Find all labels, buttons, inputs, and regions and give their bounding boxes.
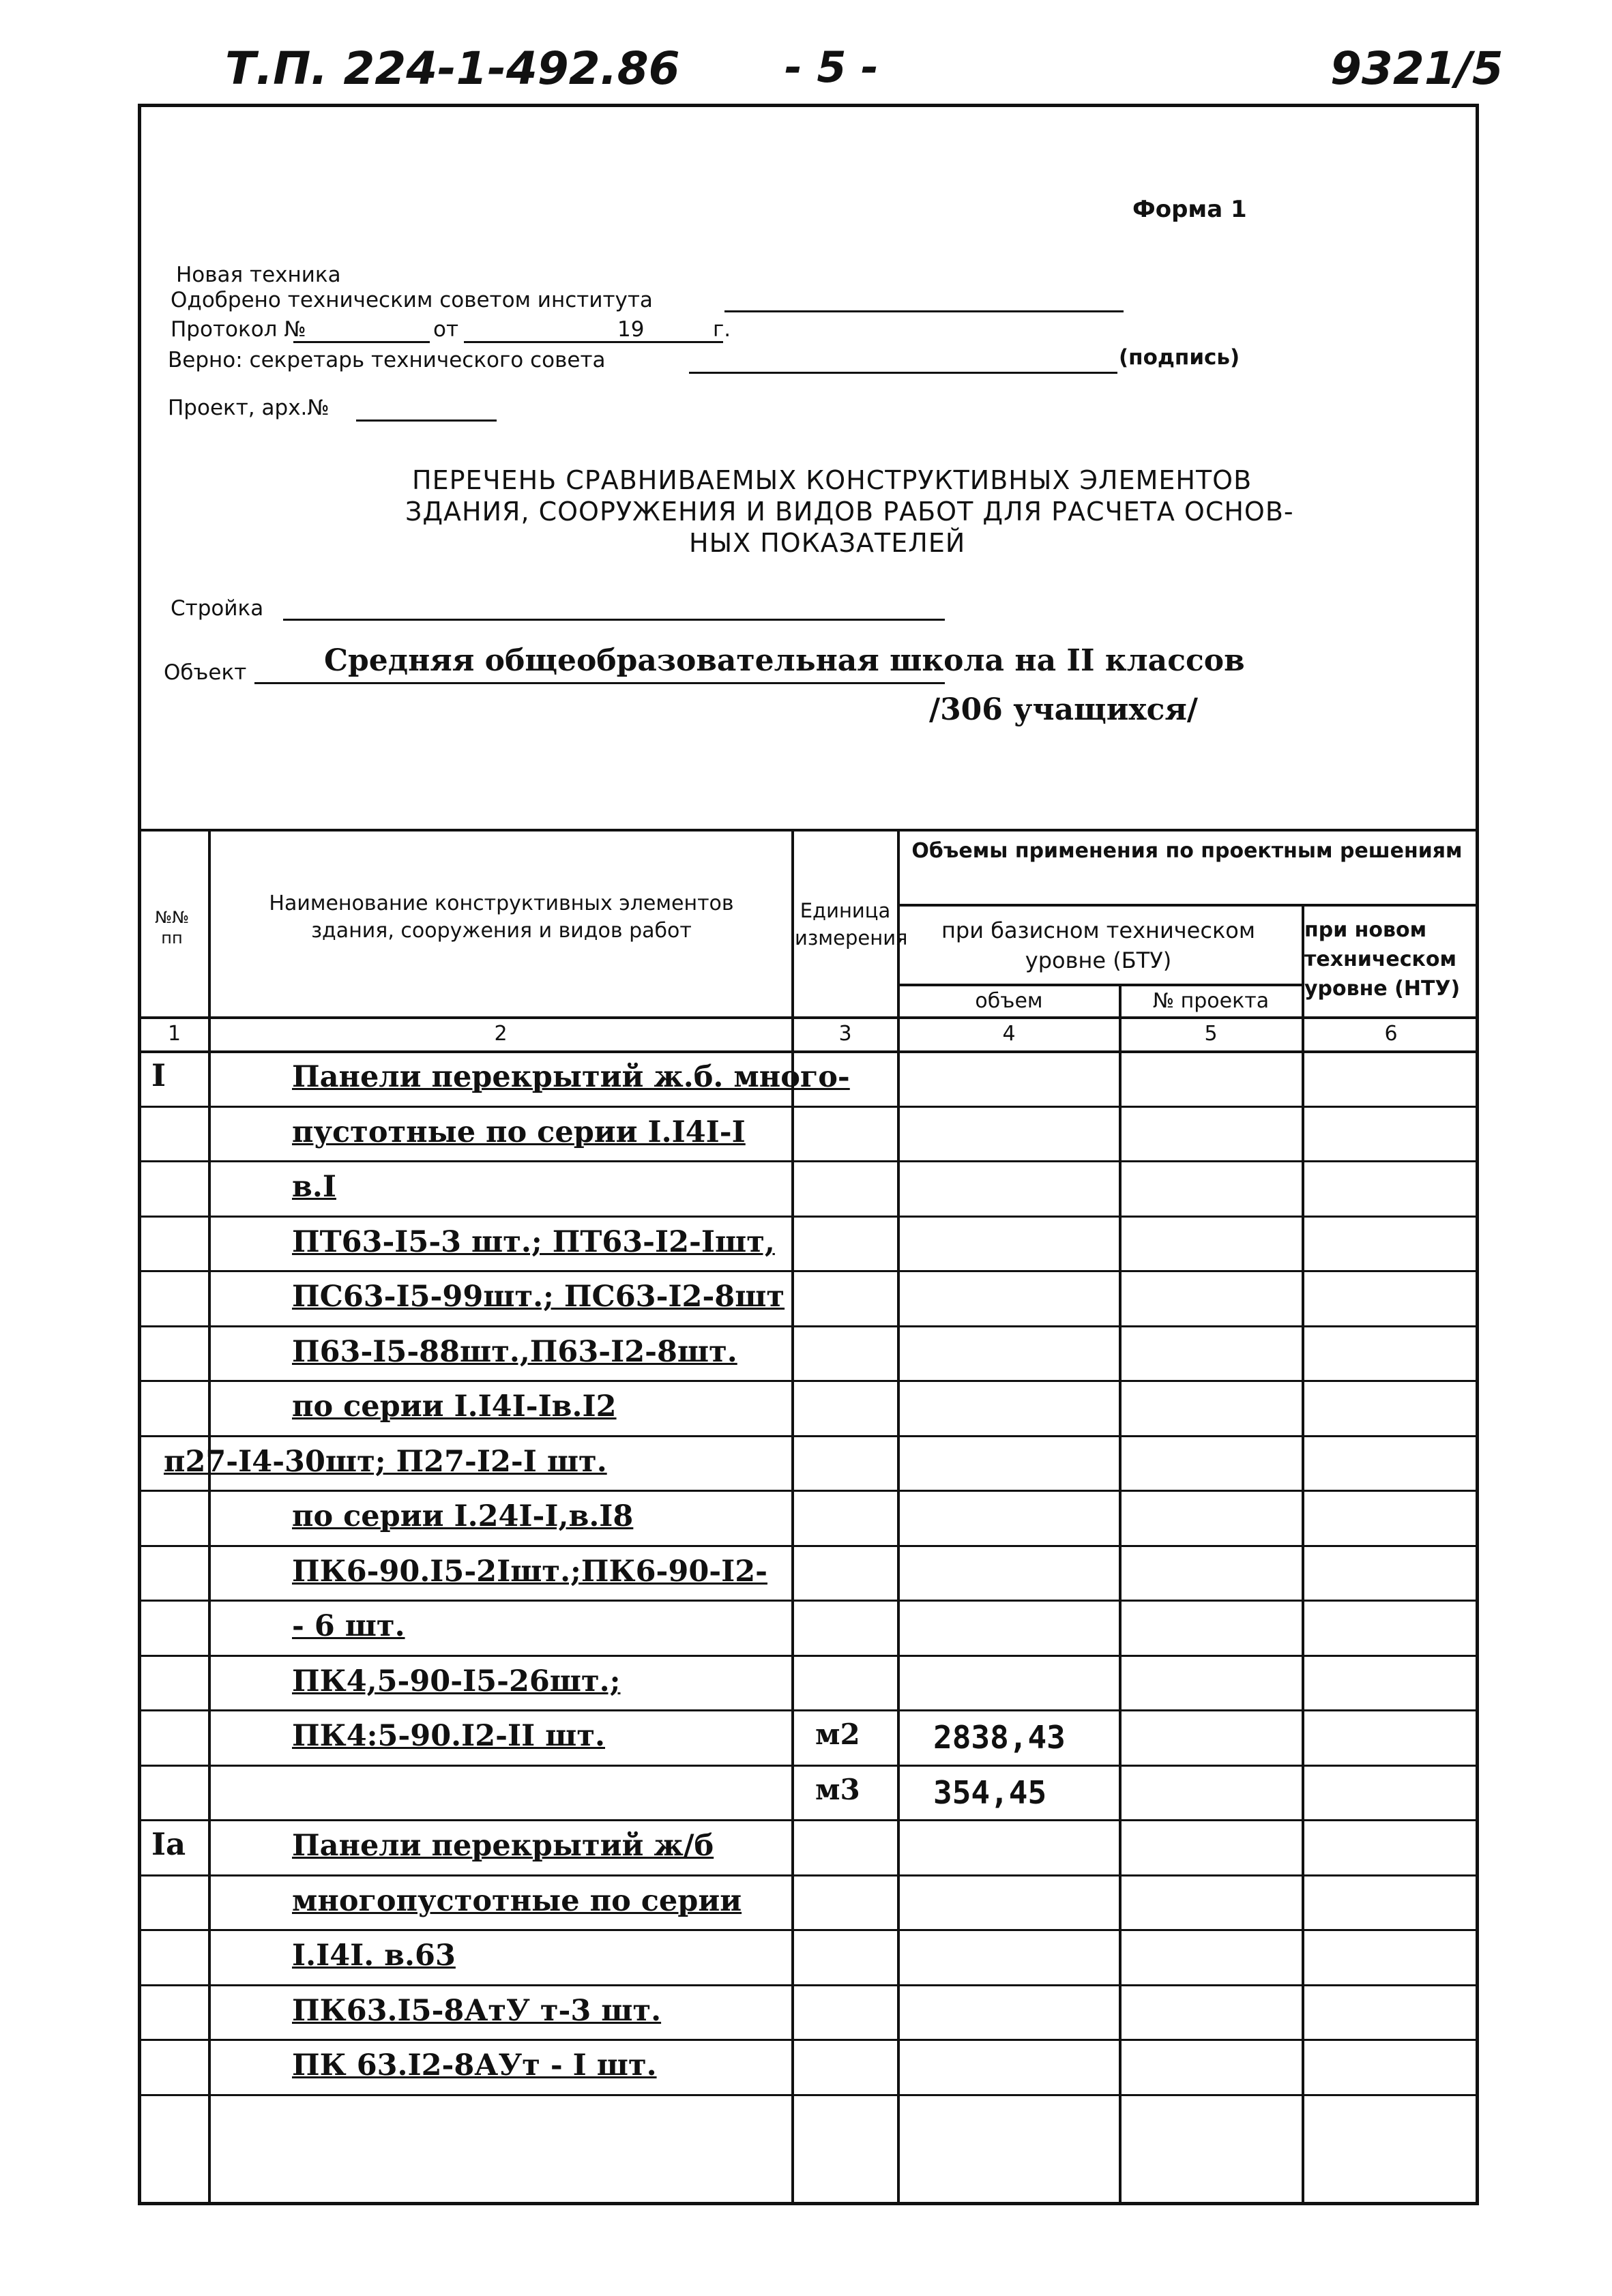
row-name: ПК 63.I2-8АУт - I шт. <box>292 2048 657 2082</box>
col-divider-2 <box>791 829 794 2205</box>
row-name: ПК6-90.I5-2Iшт.;ПК6-90-I2- <box>292 1554 767 1589</box>
object-blank <box>254 682 945 684</box>
protocol-year-blank <box>675 341 713 343</box>
row-rule <box>138 1874 1479 1876</box>
row-name: Панели перекрытий ж.б. много- <box>292 1060 850 1094</box>
row-unit: м3 <box>815 1772 860 1806</box>
row-rule <box>138 1655 1479 1657</box>
col1-header: №№ пп <box>155 908 189 947</box>
row-name: - 6 шт. <box>292 1609 405 1643</box>
volume-header: объем <box>975 989 1043 1013</box>
col-num-6: 6 <box>1384 1022 1398 1046</box>
row-rule <box>138 1929 1479 1931</box>
row-rule <box>138 1325 1479 1327</box>
col-divider-1 <box>208 829 211 2205</box>
approval-line-1: Новая техника <box>176 263 341 287</box>
col2-header: Наименование конструктивных элементов здания, сооружения и видов работ <box>269 892 734 943</box>
row-name: в.I <box>292 1170 336 1204</box>
sheet-number: 9321/5 <box>1330 42 1504 95</box>
row-name: пустотные по серии I.I4I-I <box>292 1115 746 1149</box>
row-name: ПК4,5-90-I5-26шт.; <box>292 1664 621 1698</box>
stroika-blank <box>283 619 945 621</box>
protocol-year-suffix: г. <box>713 317 731 342</box>
stroika-label: Стройка <box>171 596 264 621</box>
approval-line-2-blank <box>724 310 1124 312</box>
header-bottom <box>138 1016 1479 1019</box>
ntu-header: при новом техническом уровне (НТУ) <box>1304 918 1461 1001</box>
protocol-year-label: 19 <box>617 317 645 342</box>
row-name: ПС63-I5-99шт.; ПС63-I2-8шт <box>292 1280 785 1314</box>
secretary-sign-blank <box>689 372 1117 374</box>
form-label: Форма 1 <box>1132 196 1247 223</box>
row-name: ПК4:5-90.I2-II шт. <box>292 1719 605 1753</box>
row-rule <box>138 1270 1479 1272</box>
col3-header: Единица измерения <box>795 899 908 950</box>
row-rule <box>138 1984 1479 1986</box>
row-rule <box>138 1600 1479 1602</box>
col-num-1: 1 <box>167 1022 181 1046</box>
row-rule <box>138 1765 1479 1767</box>
row-unit: м2 <box>815 1718 860 1751</box>
secretary-label: Верно: секретарь технического совета <box>168 348 606 372</box>
row-name: по серии I.I4I-Iв.I2 <box>292 1389 617 1424</box>
group-header: Объемы применения по проектным решениям <box>911 839 1463 863</box>
row-rule <box>138 1709 1479 1711</box>
group-header-divider <box>897 904 1479 907</box>
row-name: П63-I5-88шт.,П63-I2-8шт. <box>292 1334 737 1369</box>
vol-header-divider <box>897 984 1302 986</box>
col-number-bottom <box>138 1050 1479 1053</box>
row-name: I.I4I. в.63 <box>292 1939 456 1973</box>
row-rule <box>138 1380 1479 1382</box>
title-line-1: ПЕРЕЧЕНЬ СРАВНИВАЕМЫХ КОНСТРУКТИВНЫХ ЭЛЕМЕНТОВ <box>412 465 1252 495</box>
row-rule <box>138 1819 1479 1821</box>
row-number: Iа <box>151 1826 186 1862</box>
row-name: ПК63.I5-8АтУ т-3 шт. <box>292 1993 662 2028</box>
row-name: ПТ63-I5-3 шт.; ПТ63-I2-Iшт, <box>292 1224 775 1259</box>
protocol-number-blank <box>293 341 430 343</box>
row-rule <box>138 2094 1479 2096</box>
row-rule <box>138 1106 1479 1108</box>
col-num-4: 4 <box>1002 1022 1016 1046</box>
project-number-header: № проекта <box>1152 989 1270 1013</box>
row-volume: 2838,43 <box>933 1719 1066 1756</box>
row-volume: 354,45 <box>933 1773 1047 1811</box>
col-divider-5 <box>1302 904 1304 2205</box>
col-divider-4 <box>1119 984 1122 2205</box>
document-code: Т.П. 224-1-492.86 <box>225 42 680 95</box>
object-label: Объект <box>164 660 247 685</box>
col-divider-3 <box>897 829 900 2205</box>
protocol-from-label: от <box>433 317 459 342</box>
approval-line-2: Одобрено техническим советом института <box>171 288 653 312</box>
project-number-blank <box>356 420 497 422</box>
row-name: по серии I.24I-I,в.I8 <box>292 1499 634 1533</box>
col-num-3: 3 <box>838 1022 852 1046</box>
col-num-5: 5 <box>1204 1022 1218 1046</box>
table-top-border <box>138 829 1479 831</box>
title-line-2: ЗДАНИЯ, СООРУЖЕНИЯ И ВИДОВ РАБОТ ДЛЯ РАСЧЕТА ОСНОВ- <box>405 497 1294 527</box>
page-number: - 5 - <box>785 42 879 92</box>
row-rule <box>138 1490 1479 1492</box>
object-value-line-2: /306 учащихся/ <box>929 692 1198 727</box>
row-name: п27-I4-30шт; П27-I2-I шт. <box>164 1444 607 1479</box>
row-rule <box>138 2039 1479 2041</box>
row-rule <box>138 1160 1479 1162</box>
row-rule <box>138 1435 1479 1437</box>
col-num-2: 2 <box>494 1022 508 1046</box>
row-rule <box>138 1216 1479 1218</box>
row-rule <box>138 1545 1479 1547</box>
signature-label: (подпись) <box>1119 345 1240 370</box>
object-value-line-1: Средняя общеобразовательная школа на II классов <box>324 643 1245 678</box>
protocol-label: Протокол № <box>171 317 306 342</box>
row-name: Панели перекрытий ж/б <box>292 1829 714 1863</box>
btu-header: при базисном техническом уровне (БТУ) <box>941 917 1255 973</box>
title-line-3: НЫХ ПОКАЗАТЕЛЕЙ <box>689 528 966 558</box>
project-label: Проект, арх.№ <box>168 396 329 420</box>
row-name: многопустотные по серии <box>292 1883 742 1918</box>
row-number: I <box>151 1057 166 1093</box>
